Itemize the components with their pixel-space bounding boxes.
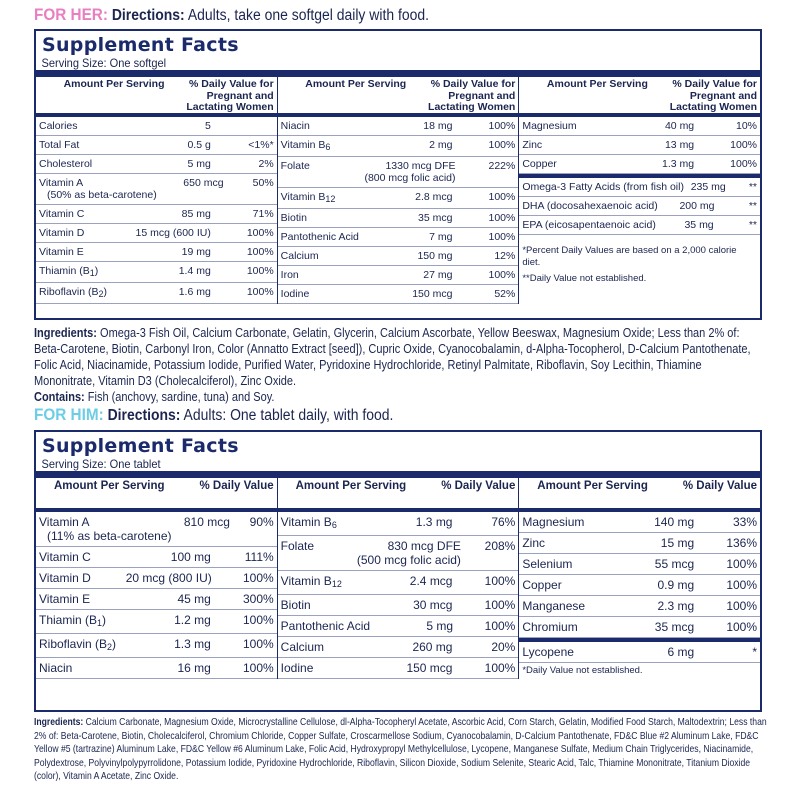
nutrient-row bbox=[36, 568, 277, 589]
lycopene-rows bbox=[519, 642, 760, 663]
nutrient-row bbox=[36, 205, 277, 224]
nutrient-name: Calcium bbox=[280, 250, 319, 262]
daily-value-percent: 100% bbox=[730, 158, 758, 170]
nutrient-row bbox=[278, 157, 519, 188]
daily-value-percent: 100% bbox=[484, 574, 516, 588]
nutrient-row bbox=[278, 595, 519, 616]
daily-value-percent: 50% bbox=[252, 177, 274, 189]
nutrient-row bbox=[278, 512, 519, 536]
amount-per-serving: 15 mcg (600 IU) bbox=[135, 227, 211, 239]
amount-header: Amount Per Serving bbox=[546, 78, 648, 90]
daily-value-percent: 100% bbox=[242, 613, 274, 627]
nutrient-name: Cholesterol bbox=[39, 158, 93, 170]
daily-value-percent: 100% bbox=[484, 619, 516, 633]
nutrient-name: EPA (eicosapentaenoic acid) bbox=[522, 219, 656, 231]
amount-per-serving: 0.5 g bbox=[187, 139, 211, 151]
daily-value-percent: 100% bbox=[726, 578, 758, 592]
amount-per-serving: 2.4 mcg bbox=[409, 574, 453, 588]
amount-per-serving: 810 mcg bbox=[183, 515, 230, 529]
daily-value-percent: 100% bbox=[246, 246, 274, 258]
her-directions-label: Directions: bbox=[111, 7, 185, 24]
him-directions-label: Directions: bbox=[107, 407, 181, 424]
daily-value-percent: 300% bbox=[242, 592, 274, 606]
daily-value-percent: 208% bbox=[484, 539, 516, 553]
nutrient-name: Riboflavin $(B_2)$ bbox=[39, 637, 117, 652]
daily-value-percent: ** bbox=[748, 200, 758, 212]
amount-per-serving: 35 mg bbox=[684, 219, 714, 231]
nutrient-row bbox=[519, 596, 760, 617]
her-facts-title: Supplement Facts bbox=[42, 34, 239, 56]
nutrient-rows bbox=[278, 512, 519, 679]
daily-value-percent: 100% bbox=[730, 139, 758, 151]
him-ingredients bbox=[34, 716, 772, 784]
nutrient-row bbox=[36, 155, 277, 174]
amount-per-serving: 1.2 mg bbox=[174, 613, 211, 627]
nutrient-row bbox=[278, 247, 519, 266]
amount-per-serving: 140 mg bbox=[654, 515, 695, 529]
nutrient-name: Biotin bbox=[280, 212, 307, 224]
daily-value-percent: 100% bbox=[726, 557, 758, 571]
daily-value-percent: 100% bbox=[488, 212, 516, 224]
nutrient-rows bbox=[36, 117, 277, 304]
nutrient-row bbox=[278, 228, 519, 247]
divider-bar bbox=[36, 70, 760, 77]
contains-text: Fish (anchovy, sardine, tuna) and Soy. bbox=[87, 390, 275, 404]
nutrient-name: Vitamin $B_{12}$ bbox=[280, 574, 342, 589]
dv-header: % Daily Value bbox=[441, 480, 516, 492]
nutrient-name: Vitamin A (50% as beta-carotene) bbox=[39, 177, 157, 201]
nutrient-row bbox=[519, 512, 760, 533]
nutrient-name: Niacin bbox=[39, 661, 73, 675]
nutrient-row bbox=[36, 512, 277, 547]
her-ingredients bbox=[34, 325, 756, 405]
nutrient-name: Vitamin E bbox=[39, 592, 91, 606]
nutrient-row bbox=[519, 178, 760, 197]
daily-value-percent: 111% bbox=[244, 550, 274, 564]
nutrient-row bbox=[519, 575, 760, 596]
amount-per-serving: 150 mg bbox=[417, 250, 453, 262]
him-column-1 bbox=[36, 478, 277, 679]
column-header bbox=[36, 77, 277, 113]
nutrient-name: DHA (docosahexaenoic acid) bbox=[522, 200, 658, 212]
nutrient-row bbox=[519, 216, 760, 235]
nutrient-row bbox=[278, 285, 519, 304]
daily-value-percent: 100% bbox=[246, 227, 274, 239]
nutrient-name: Copper bbox=[522, 158, 557, 170]
amount-per-serving: 830 mcg DFE (500 mcg folic acid) bbox=[356, 539, 461, 567]
nutrient-name: Niacin bbox=[280, 120, 310, 132]
daily-value-percent: 100% bbox=[242, 637, 274, 651]
nutrient-row bbox=[278, 658, 519, 679]
nutrient-name: Folate bbox=[280, 539, 315, 553]
amount-per-serving: 150 mcg bbox=[406, 661, 453, 675]
nutrient-name: Vitamin A (11% as beta-carotene) bbox=[39, 515, 172, 543]
nutrient-row bbox=[278, 136, 519, 157]
amount-per-serving: 35 mcg bbox=[418, 212, 453, 224]
nutrient-row bbox=[278, 616, 519, 637]
her-column-1 bbox=[36, 77, 277, 304]
daily-value-percent: 100% bbox=[242, 661, 274, 675]
nutrient-row bbox=[36, 634, 277, 658]
her-supplement-facts-panel bbox=[34, 29, 762, 320]
nutrient-name: Vitamin C bbox=[39, 208, 85, 220]
nutrient-name: Total Fat bbox=[39, 139, 80, 151]
him-heading: FOR HIM: bbox=[34, 405, 104, 424]
amount-per-serving: 1.6 mg bbox=[178, 286, 211, 298]
nutrient-row bbox=[36, 243, 277, 262]
ingredients-label: Ingredients: bbox=[34, 326, 97, 340]
daily-value-percent: 100% bbox=[488, 231, 516, 243]
nutrient-row bbox=[278, 637, 519, 658]
amount-per-serving: 20 mcg (800 IU) bbox=[125, 571, 212, 585]
nutrient-row bbox=[519, 617, 760, 638]
him-supplement-facts-panel bbox=[34, 430, 762, 712]
amount-per-serving: 55 mcg bbox=[654, 557, 695, 571]
column-header bbox=[36, 478, 277, 508]
her-directions-text: Adults, take one softgel daily with food. bbox=[187, 7, 429, 24]
nutrient-row bbox=[519, 197, 760, 216]
amount-per-serving: 5 mg bbox=[426, 619, 454, 633]
daily-value-percent: 100% bbox=[726, 599, 758, 613]
nutrient-name: Magnesium bbox=[522, 515, 585, 529]
nutrient-rows bbox=[278, 117, 519, 304]
amount-header: Amount Per Serving bbox=[537, 480, 648, 492]
amount-per-serving: 85 mg bbox=[181, 208, 211, 220]
daily-value-percent: 100% bbox=[726, 620, 758, 634]
him-facts-title: Supplement Facts bbox=[42, 435, 239, 457]
nutrient-row bbox=[36, 117, 277, 136]
dv-header: % Daily Value bbox=[199, 480, 274, 492]
amount-header: Amount Per Serving bbox=[305, 78, 407, 90]
nutrient-row bbox=[278, 536, 519, 571]
her-heading: FOR HER: bbox=[34, 5, 108, 24]
nutrient-row bbox=[36, 174, 277, 205]
him-directions-text: Adults: One tablet daily, with food. bbox=[183, 407, 394, 424]
amount-per-serving: 235 mg bbox=[690, 181, 726, 193]
daily-value-percent: 222% bbox=[488, 160, 516, 172]
amount-per-serving: 6 mg bbox=[667, 645, 695, 659]
omega-rows bbox=[519, 178, 760, 235]
nutrient-row bbox=[36, 283, 277, 304]
amount-header: Amount Per Serving bbox=[63, 78, 165, 90]
amount-per-serving: 100 mg bbox=[170, 550, 211, 564]
nutrient-row bbox=[36, 547, 277, 568]
daily-value-percent: 100% bbox=[488, 120, 516, 132]
nutrient-row bbox=[36, 224, 277, 243]
amount-per-serving: 27 mg bbox=[423, 269, 453, 281]
amount-per-serving: 260 mg bbox=[412, 640, 453, 654]
amount-per-serving: 7 mg bbox=[429, 231, 453, 243]
dv-header: % Daily Value for Pregnant and Lactating Women bbox=[428, 78, 516, 113]
ingredients-label: Ingredients: bbox=[34, 716, 84, 728]
him-directions-line bbox=[34, 405, 393, 425]
daily-value-percent: 10% bbox=[736, 120, 758, 132]
daily-value-percent: ** bbox=[748, 219, 758, 231]
nutrient-name: Vitamin D bbox=[39, 227, 85, 239]
amount-per-serving: 35 mcg bbox=[654, 620, 695, 634]
divider-bar bbox=[36, 471, 760, 478]
nutrient-row bbox=[278, 188, 519, 209]
nutrient-name: Pantothenic Acid bbox=[280, 231, 359, 243]
daily-value-percent: 100% bbox=[242, 571, 274, 585]
dv-header: % Daily Value for Pregnant and Lactating Women bbox=[186, 78, 274, 113]
nutrient-row bbox=[278, 571, 519, 595]
nutrient-name: Calories bbox=[39, 120, 78, 132]
footnote-not-established: *Daily Value not established. bbox=[522, 665, 643, 676]
nutrient-row bbox=[36, 610, 277, 634]
nutrient-name: Thiamin $(B_1)$ bbox=[39, 613, 107, 628]
amount-header: Amount Per Serving bbox=[295, 480, 407, 492]
nutrient-rows bbox=[519, 512, 760, 638]
amount-per-serving: 19 mg bbox=[181, 246, 211, 258]
amount-per-serving: 0.9 mg bbox=[657, 578, 695, 592]
nutrient-row bbox=[36, 589, 277, 610]
nutrient-name: Riboflavin (B2) bbox=[39, 286, 108, 299]
nutrient-name: Vitamin C bbox=[39, 550, 91, 564]
amount-per-serving: 5 mg bbox=[187, 158, 211, 170]
daily-value-percent: 100% bbox=[488, 191, 516, 203]
daily-value-percent: 100% bbox=[484, 661, 516, 675]
daily-value-percent: * bbox=[752, 645, 758, 659]
ingredients-text: Omega-3 Fish Oil, Calcium Carbonate, Gelatin, Glycerin, Calcium Ascorbate, Yellow Beeswax, Magnesium Oxide; Less than 2% of: Beta-Carotene, Biotin, Carbonyl Iron, Color (Annatto Extract [seed]), Cupric Oxide, Cyanocobalamin, d-Alpha-Tocopherol, D-Calcium Pantothenate, Folic Acid, Niacinamide, Potassium Iodide, Purified Water, Pyridoxine Hydrochloride, Retinyl Palmitate, Riboflavin, Soy Lecithin, Thiamine Mononitrate, Vitamin D3 (Cholecalciferol), Zinc Oxide. bbox=[34, 326, 751, 388]
amount-per-serving: 200 mg bbox=[679, 200, 715, 212]
nutrient-name: Iodine bbox=[280, 661, 314, 675]
nutrient-row bbox=[36, 658, 277, 679]
contains-label: Contains: bbox=[34, 390, 85, 404]
nutrient-name: Selenium bbox=[522, 557, 573, 571]
him-facts-columns bbox=[36, 478, 760, 679]
nutrient-name: Copper bbox=[522, 578, 562, 592]
nutrient-row bbox=[519, 642, 760, 663]
her-column-2 bbox=[277, 77, 519, 304]
daily-value-percent: 52% bbox=[494, 288, 516, 300]
daily-value-percent: 100% bbox=[488, 269, 516, 281]
him-column-2 bbox=[277, 478, 519, 679]
nutrient-row bbox=[278, 117, 519, 136]
him-serving-size: Serving Size: One tablet bbox=[41, 457, 161, 471]
nutrient-name: Iron bbox=[280, 269, 299, 281]
amount-per-serving: 2.8 mcg bbox=[415, 191, 453, 203]
nutrient-row bbox=[519, 155, 760, 174]
amount-per-serving: 40 mg bbox=[664, 120, 695, 132]
nutrient-row bbox=[519, 117, 760, 136]
amount-per-serving: 18 mg bbox=[423, 120, 453, 132]
amount-per-serving: 1.4 mg bbox=[178, 265, 211, 277]
nutrient-name: Omega-3 Fatty Acids (from fish oil) bbox=[522, 181, 684, 193]
daily-value-percent: 2% bbox=[258, 158, 274, 170]
nutrient-name: Lycopene bbox=[522, 645, 574, 659]
amount-per-serving: 2 mg bbox=[429, 139, 453, 151]
nutrient-row bbox=[278, 266, 519, 285]
nutrient-name: Folate bbox=[280, 160, 310, 172]
daily-value-percent: 71% bbox=[252, 208, 274, 220]
nutrient-row bbox=[36, 136, 277, 155]
nutrient-name: Zinc bbox=[522, 536, 546, 550]
daily-value-percent: 20% bbox=[491, 640, 516, 654]
column-header bbox=[519, 478, 760, 508]
footnote-dv: *Percent Daily Values are based on a 2,000 calorie diet. bbox=[522, 245, 737, 268]
daily-value-percent: ** bbox=[748, 181, 758, 193]
daily-value-percent: 136% bbox=[726, 536, 758, 550]
nutrient-rows bbox=[519, 117, 760, 174]
nutrient-name: Pantothenic Acid bbox=[280, 619, 371, 633]
nutrient-row bbox=[278, 209, 519, 228]
amount-per-serving: 1.3 mg bbox=[174, 637, 211, 651]
daily-value-percent: 100% bbox=[246, 286, 274, 298]
dv-header: % Daily Value bbox=[682, 480, 758, 492]
nutrient-name: Vitamin $B_6$ bbox=[280, 515, 337, 530]
amount-per-serving: 2.3 mg bbox=[657, 599, 695, 613]
nutrient-name: Magnesium bbox=[522, 120, 577, 132]
amount-per-serving: 30 mcg bbox=[413, 598, 453, 612]
daily-value-percent: 90% bbox=[249, 515, 274, 529]
column-header bbox=[278, 77, 519, 113]
column-header bbox=[278, 478, 519, 508]
nutrient-name: Biotin bbox=[280, 598, 311, 612]
nutrient-name: Vitamin E bbox=[39, 246, 84, 258]
nutrient-rows bbox=[36, 512, 277, 679]
amount-per-serving: 1.3 mg bbox=[662, 158, 695, 170]
daily-value-percent: 76% bbox=[491, 515, 516, 529]
nutrient-name: Calcium bbox=[280, 640, 325, 654]
nutrient-name: Vitamin B6 bbox=[280, 139, 331, 152]
her-serving-size: Serving Size: One softgel bbox=[41, 56, 167, 70]
amount-per-serving: 45 mg bbox=[177, 592, 211, 606]
nutrient-row bbox=[519, 533, 760, 554]
amount-header: Amount Per Serving bbox=[53, 480, 165, 492]
nutrient-row bbox=[519, 136, 760, 155]
amount-per-serving: 150 mcg bbox=[412, 288, 453, 300]
him-column-3 bbox=[518, 478, 760, 679]
her-facts-columns bbox=[36, 77, 760, 304]
nutrient-name: Zinc bbox=[522, 139, 543, 151]
nutrient-name: Manganese bbox=[522, 599, 586, 613]
her-directions-line bbox=[34, 5, 429, 25]
nutrient-name: Chromium bbox=[522, 620, 578, 634]
amount-per-serving: 1330 mcg DFE (800 mcg folic acid) bbox=[364, 160, 456, 184]
daily-value-percent: <1%* bbox=[248, 139, 274, 151]
nutrient-row bbox=[36, 262, 277, 283]
daily-value-percent: 33% bbox=[732, 515, 758, 529]
nutrient-name: Vitamin D bbox=[39, 571, 91, 585]
amount-per-serving: 15 mg bbox=[660, 536, 695, 550]
nutrient-row bbox=[519, 554, 760, 575]
amount-per-serving: 1.3 mg bbox=[415, 515, 453, 529]
amount-per-serving: 13 mg bbox=[664, 139, 695, 151]
nutrient-name: Thiamin (B1) bbox=[39, 265, 99, 278]
amount-per-serving: 16 mg bbox=[177, 661, 211, 675]
daily-value-percent: 100% bbox=[484, 598, 516, 612]
her-column-3 bbox=[518, 77, 760, 304]
daily-value-percent: 100% bbox=[488, 139, 516, 151]
dv-header: % Daily Value for Pregnant and Lactating Women bbox=[669, 78, 758, 113]
ingredients-text: Calcium Carbonate, Magnesium Oxide, Microcrystalline Cellulose, dl-Alpha-Tocopheryl Acetate, Ascorbic Acid, Corn Starch, Gelatin, Modified Food Starch, Maltodextrin; Less than 2% of: Beta-Carotene, Biotin, Cholecalciferol, Chromium Chloride, Copper Sulfate, Croscarmellose Sodium, Cyanocobalamin, D-Calcium Pantothenate, FD&C Blue #2 Aluminum Lake, FD&C Yellow #5 (tartrazine) Aluminum Lake, FD&C Yellow #6 Aluminum Lake, Folic Acid, Hydroxypropyl Methylcellulose, Lycopene, Manganese Sulfate, Medium Chain Triglycerides, Niacinamide, Polydextrose, Polyvinylpolypyrrolidone, Potassium Iodide, Pyridoxine Hydrochloride, Riboflavin, Silicon Dioxide, Sodium Selenite, Stearic Acid, Talc, Thiamine Mononitrate, Titanium Dioxide (color), Vitamin A Acetate, Zinc Oxide. bbox=[34, 716, 767, 782]
footnote-not-established: **Daily Value not established. bbox=[522, 273, 647, 284]
daily-value-percent: 100% bbox=[246, 265, 274, 277]
amount-per-serving: 650 mcg bbox=[183, 177, 224, 189]
daily-value-percent: 12% bbox=[494, 250, 516, 262]
nutrient-name: Vitamin B12 bbox=[280, 191, 336, 204]
nutrient-name: Iodine bbox=[280, 288, 310, 300]
column-header bbox=[519, 77, 760, 113]
amount-per-serving: 5 bbox=[204, 120, 211, 132]
